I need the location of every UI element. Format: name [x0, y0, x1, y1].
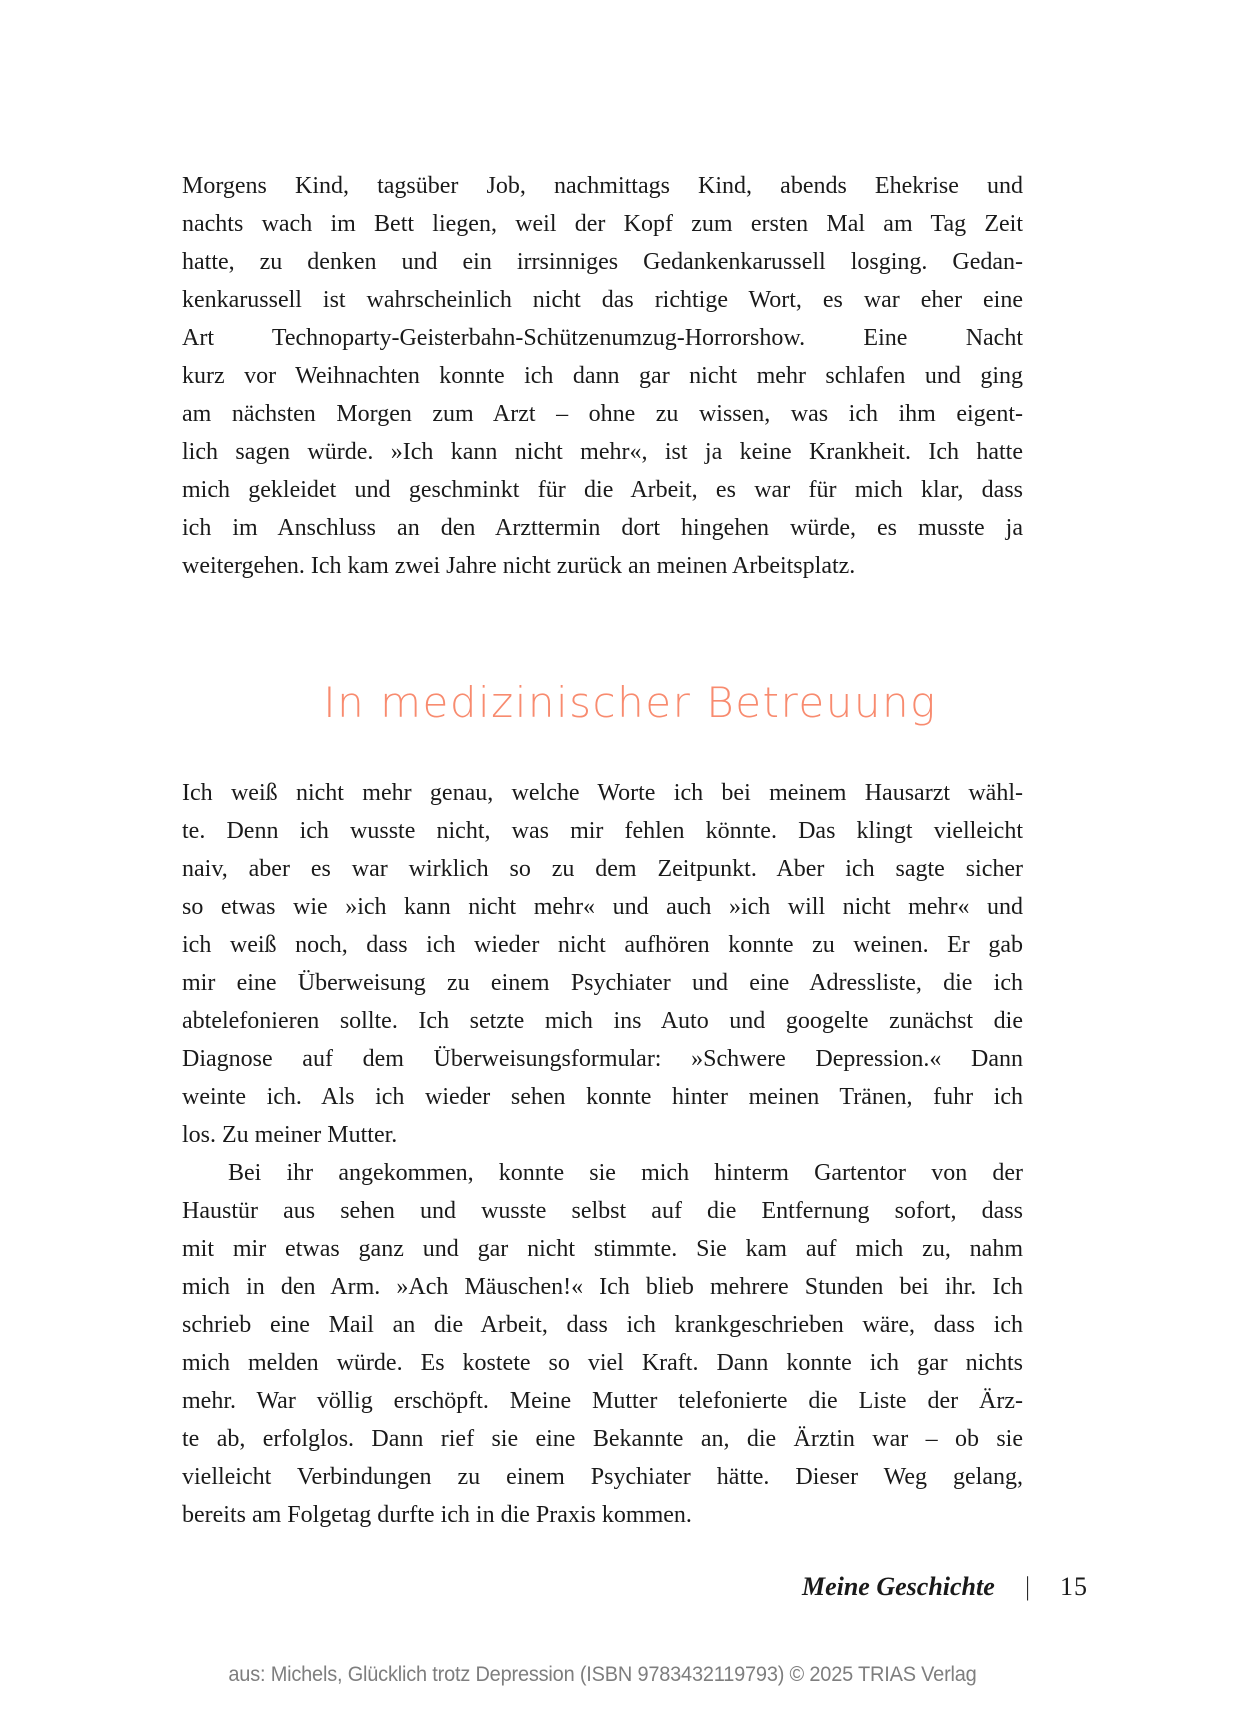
paragraph-mutter [182, 1154, 1023, 1534]
text-line: kenkarussell ist wahrscheinlich nicht das richtige Wort, es war eher eine [182, 287, 1023, 313]
text-line: Bei ihr angekommen, konnte sie mich hinterm Gartentor von der [228, 1160, 1023, 1186]
page-number: 15 [1060, 1572, 1088, 1601]
section-heading: In medizinischer Betreuung [323, 678, 937, 727]
text-line: so etwas wie »ich kann nicht mehr« und auch »ich will nicht mehr« und [182, 894, 1023, 920]
text-line: mit mir etwas ganz und gar nicht stimmte. Sie kam auf mich zu, nahm [182, 1236, 1023, 1262]
text-line: Haustür aus sehen und wusste selbst auf die Entfernung sofort, dass [182, 1198, 1023, 1224]
text-line: lich sagen würde. »Ich kann nicht mehr«, ist ja keine Krankheit. Ich hatte [182, 439, 1023, 465]
page-footer [802, 1572, 1088, 1602]
text-line: mich melden würde. Es kostete so viel Kraft. Dann konnte ich gar nichts [182, 1350, 1023, 1376]
paragraph-hausarzt [182, 774, 1023, 1154]
credit-line: aus: Michels, Glücklich trotz Depression (ISBN 9783432119793) © 2025 TRIAS Verlag [228, 1663, 977, 1686]
text-line: ich im Anschluss an den Arzttermin dort hingehen würde, es musste ja [182, 515, 1023, 541]
text-line: am nächsten Morgen zum Arzt – ohne zu wissen, was ich ihm eigent- [182, 401, 1023, 427]
text-line: mich in den Arm. »Ach Mäuschen!« Ich blieb mehrere Stunden bei ihr. Ich [182, 1274, 1023, 1300]
text-line: nachts wach im Bett liegen, weil der Kopf zum ersten Mal am Tag Zeit [182, 211, 1023, 237]
text-line: vielleicht Verbindungen zu einem Psychiater hätte. Dieser Weg gelang, [182, 1464, 1023, 1490]
text-line: schrieb eine Mail an die Arbeit, dass ich krankgeschrieben wäre, dass ich [182, 1312, 1023, 1338]
paragraph-opening [182, 167, 1023, 585]
footer-separator: | [1025, 1572, 1030, 1601]
text-line: Ich weiß nicht mehr genau, welche Worte ich bei meinem Hausarzt wähl- [182, 780, 1023, 806]
text-line: mich gekleidet und geschminkt für die Arbeit, es war für mich klar, dass [182, 477, 1023, 503]
running-title: Meine Geschichte [801, 1572, 995, 1601]
text-line: abtelefonieren sollte. Ich setzte mich ins Auto und googelte zunächst die [182, 1008, 1023, 1034]
text-line: mir eine Überweisung zu einem Psychiater und eine Adressliste, die ich [182, 970, 1023, 996]
text-line: naiv, aber es war wirklich so zu dem Zeitpunkt. Aber ich sagte sicher [182, 856, 1023, 882]
text-line: te. Denn ich wusste nicht, was mir fehlen könnte. Das klingt vielleicht [182, 818, 1023, 844]
text-line: hatte, zu denken und ein irrsinniges Gedankenkarussell losging. Gedan- [182, 249, 1023, 275]
text-line: weinte ich. Als ich wieder sehen konnte hinter meinen Tränen, fuhr ich [182, 1084, 1023, 1110]
text-line: ich weiß noch, dass ich wieder nicht aufhören konnte zu weinen. Er gab [182, 932, 1023, 958]
text-line: weitergehen. Ich kam zwei Jahre nicht zurück an meinen Arbeitsplatz. [182, 553, 856, 579]
text-line: kurz vor Weihnachten konnte ich dann gar nicht mehr schlafen und ging [182, 363, 1023, 389]
text-line: los. Zu meiner Mutter. [182, 1122, 398, 1148]
text-line: Morgens Kind, tagsüber Job, nachmittags Kind, abends Ehekrise und [182, 173, 1023, 199]
text-line: mehr. War völlig erschöpft. Meine Mutter telefonierte die Liste der Ärz- [182, 1388, 1023, 1414]
text-line: te ab, erfolglos. Dann rief sie eine Bekannte an, die Ärztin war – ob sie [182, 1426, 1023, 1452]
text-line: bereits am Folgetag durfte ich in die Praxis kommen. [182, 1502, 692, 1528]
text-line: Diagnose auf dem Überweisungsformular: »Schwere Depression.« Dann [182, 1046, 1023, 1072]
text-line: Art Technoparty-Geisterbahn-Schützenumzug-Horrorshow. Eine Nacht [182, 325, 1023, 351]
